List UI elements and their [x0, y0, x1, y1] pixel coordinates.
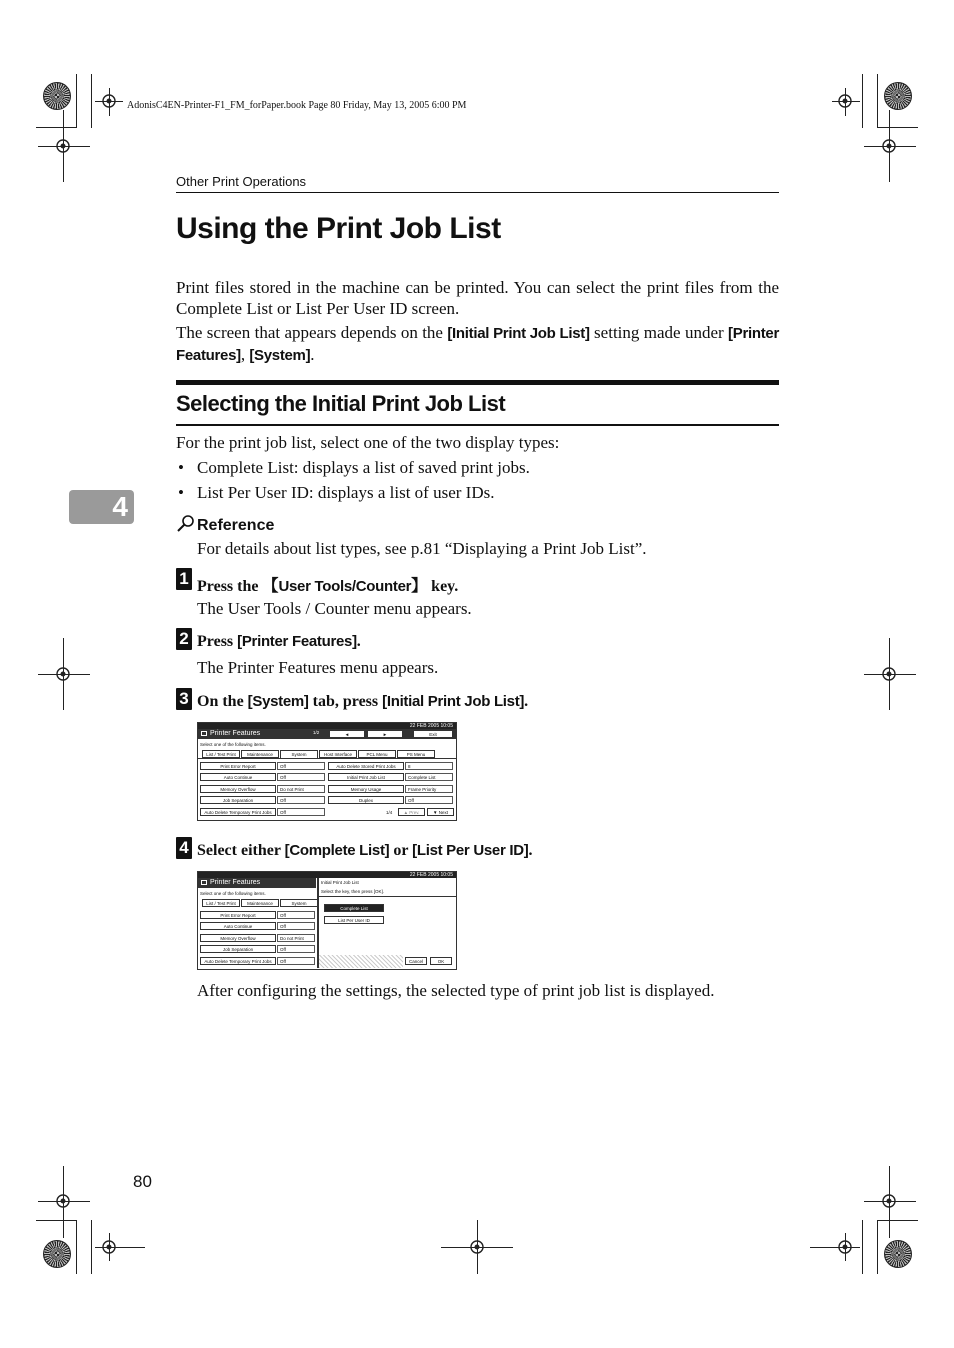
- registration-mark-icon: [879, 136, 899, 156]
- auto-continue-value: Off: [277, 773, 325, 781]
- ok-button[interactable]: OK: [430, 957, 452, 965]
- memory-overflow-value: Do not Print: [277, 785, 325, 793]
- tab-pcl-menu[interactable]: PCL Menu: [358, 750, 396, 758]
- dialog-title: Initial Print Job List: [321, 880, 359, 885]
- cancel-button[interactable]: Cancel: [405, 957, 427, 965]
- registration-mark-icon: [53, 1191, 73, 1211]
- selection-dialog: [317, 878, 457, 968]
- initial-print-job-list-value: Complete List: [405, 773, 453, 781]
- printer-icon: [201, 880, 207, 885]
- auto-continue-value: Off: [277, 922, 315, 930]
- auto-delete-temporary-value: Off: [277, 957, 315, 965]
- screen-page-indicator: 1/2: [313, 730, 320, 735]
- tab-ps-menu[interactable]: PS Menu: [397, 750, 435, 758]
- complete-list-keyword: [Complete List]: [284, 842, 390, 859]
- section-underline: [176, 424, 779, 426]
- step-number-2: 2: [176, 628, 192, 650]
- reference-text: For details about list types, see p.81 “Displaying a Print Job List”.: [197, 539, 647, 558]
- auto-delete-temporary-value: Off: [277, 808, 325, 816]
- step-2-instruction: Press [Printer Features].: [197, 633, 361, 650]
- reference-heading: Reference: [197, 517, 275, 534]
- list-pager: 1/4: [386, 810, 393, 815]
- step-number-1: 1: [176, 568, 192, 590]
- step-2-result: The Printer Features menu appears.: [197, 658, 439, 677]
- complete-list-option[interactable]: Complete List: [324, 904, 384, 912]
- header-divider: [176, 192, 779, 193]
- printer-features-keyword: [Printer Features]: [176, 325, 779, 364]
- initial-print-job-list-screen: [197, 871, 457, 970]
- print-error-report-button[interactable]: Print Error Report: [200, 911, 276, 919]
- page-title: Using the Print Job List: [176, 212, 501, 245]
- step-1-result: The User Tools / Counter menu appears.: [197, 599, 472, 618]
- auto-continue-button[interactable]: Auto Continue: [200, 922, 276, 930]
- system-tab-keyword: [System]: [247, 693, 309, 710]
- tab-maintenance[interactable]: Maintenance: [241, 750, 279, 758]
- screen-next-button[interactable]: ►: [367, 730, 403, 738]
- duplex-value: Off: [405, 796, 453, 804]
- duplex-button[interactable]: Duplex: [328, 796, 404, 804]
- step-1-instruction: Press the 【User Tools/Counter】 key.: [197, 578, 459, 595]
- printer-features-screen: [197, 722, 457, 821]
- auto-delete-temporary-button[interactable]: Auto Delete Temporary Print Jobs: [200, 957, 276, 965]
- registration-mark-icon: [53, 136, 73, 156]
- auto-continue-button[interactable]: Auto Continue: [200, 773, 276, 781]
- registration-mark-icon: [99, 91, 119, 111]
- auto-delete-temporary-button[interactable]: Auto Delete Temporary Print Jobs: [200, 808, 276, 816]
- list-per-user-id-option[interactable]: List Per User ID: [324, 916, 384, 924]
- color-rosette-icon: [43, 1240, 71, 1268]
- print-error-report-button[interactable]: Print Error Report: [200, 762, 276, 770]
- section-lead: For the print job list, select one of the two display types:: [176, 433, 560, 452]
- dialog-prompt: Select the key, then press [OK].: [321, 889, 384, 894]
- screen-clock: 22 FEB 2005 10:05: [409, 723, 453, 729]
- intro-paragraph-2: The screen that appears depends on the [Initial Print Job List] setting made under [Printer Features], [System].: [176, 323, 779, 364]
- auto-delete-stored-button[interactable]: Auto Delete Stored Print Jobs: [328, 762, 404, 770]
- bullet-icon: •: [178, 483, 184, 502]
- print-error-report-value: Off: [277, 911, 315, 919]
- job-separation-button[interactable]: Job Separation: [200, 945, 276, 953]
- screen-exit-button[interactable]: Exit: [413, 730, 453, 738]
- job-separation-value: Off: [277, 796, 325, 804]
- initial-print-job-list-button[interactable]: Initial Print Job List: [328, 773, 404, 781]
- screen-clock: 22 FEB 2005 10:05: [409, 872, 453, 878]
- prev-page-button[interactable]: ▲ Prev.: [398, 808, 425, 816]
- job-separation-value: Off: [277, 945, 315, 953]
- registration-mark-icon: [53, 664, 73, 684]
- tab-host-interface[interactable]: Host Interface: [319, 750, 357, 758]
- color-rosette-icon: [884, 82, 912, 110]
- tab-list-test-print[interactable]: List / Test Print: [202, 750, 240, 758]
- next-page-button[interactable]: ▼ Next: [427, 808, 454, 816]
- screen-prompt: Select one of the following items.: [200, 742, 266, 747]
- auto-delete-stored-value: 8: [405, 762, 453, 770]
- tab-system[interactable]: System: [280, 899, 318, 907]
- chapter-tab: 4: [69, 490, 134, 524]
- screen-prompt: Select one of the following items.: [200, 891, 266, 896]
- initial-print-job-list-keyword: [Initial Print Job List]: [447, 325, 590, 342]
- tab-system[interactable]: System: [280, 750, 318, 758]
- screen-title: Printer Features: [210, 730, 261, 737]
- magnifier-icon: [176, 514, 196, 534]
- section-divider: [176, 380, 779, 385]
- step-3-instruction: On the [System] tab, press [Initial Print Job List].: [197, 693, 529, 710]
- bullet-icon: •: [178, 458, 184, 477]
- list-per-user-id-keyword: [List Per User ID]: [412, 842, 529, 859]
- memory-usage-button[interactable]: Memory Usage: [328, 785, 404, 793]
- screen-prev-button[interactable]: ◄: [329, 730, 365, 738]
- memory-overflow-button[interactable]: Memory Overflow: [200, 785, 276, 793]
- printer-features-keyword: [Printer Features]: [237, 633, 357, 650]
- intro-paragraph-1: Print files stored in the machine can be printed. You can select the print files from the Complete List or List Per User ID screen.: [176, 278, 779, 318]
- running-header: Other Print Operations: [176, 174, 307, 189]
- registration-mark-icon: [99, 1237, 119, 1257]
- step-number-3: 3: [176, 688, 192, 710]
- registration-mark-icon: [835, 1237, 855, 1257]
- step-4-instruction: Select either [Complete List] or [List Per User ID].: [197, 842, 533, 859]
- job-separation-button[interactable]: Job Separation: [200, 796, 276, 804]
- file-info: AdonisC4EN-Printer-F1_FM_forPaper.book Page 80 Friday, May 13, 2005 6:00 PM: [127, 100, 467, 111]
- screen-title: Printer Features: [210, 879, 261, 886]
- step-number-4: 4: [176, 837, 192, 859]
- tab-list-test-print[interactable]: List / Test Print: [202, 899, 240, 907]
- bullet-list-per-user-id: List Per User ID: displays a list of user IDs.: [197, 483, 495, 502]
- page-number: 80: [133, 1172, 152, 1191]
- initial-print-job-list-keyword: [Initial Print Job List]: [382, 693, 525, 710]
- tab-maintenance[interactable]: Maintenance: [241, 899, 279, 907]
- print-error-report-value: Off: [277, 762, 325, 770]
- memory-overflow-value: Do not Print: [277, 934, 315, 942]
- registration-mark-icon: [835, 91, 855, 111]
- step-4-result: After configuring the settings, the selected type of print job list is displayed.: [197, 981, 715, 1000]
- registration-mark-icon: [879, 664, 899, 684]
- printer-icon: [201, 731, 207, 736]
- memory-overflow-button[interactable]: Memory Overflow: [200, 934, 276, 942]
- section-title: Selecting the Initial Print Job List: [176, 391, 506, 416]
- bullet-complete-list: Complete List: displays a list of saved print jobs.: [197, 458, 530, 477]
- registration-mark-icon: [467, 1237, 487, 1257]
- color-rosette-icon: [884, 1240, 912, 1268]
- registration-mark-icon: [879, 1191, 899, 1211]
- user-tools-counter-key: User Tools/Counter: [278, 578, 412, 595]
- memory-usage-value: Frame Priority: [405, 785, 453, 793]
- color-rosette-icon: [43, 82, 71, 110]
- system-keyword: [System]: [249, 347, 311, 364]
